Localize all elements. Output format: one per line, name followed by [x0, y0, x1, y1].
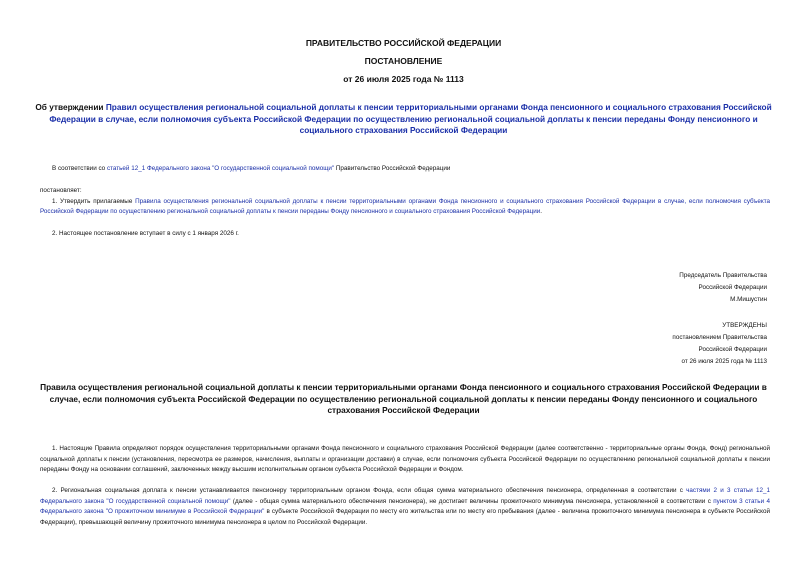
document-date-number: от 26 июля 2025 года № 1113	[343, 74, 464, 84]
preamble-law-link[interactable]: статьей 12_1 Федерального закона "О государственной социальной помощи"	[106, 165, 335, 172]
rules-title: Правила осуществления региональной социальной доплаты к пенсии территориальными органами Фонда пенсионного и социального страхования Российской Федерации в случае, если полномочия субъекта Российской Федерации по осуществлению региональной социальной доплаты к пенсии переданы Фонду пенсионного и социального страхования Российской Федерации	[40, 382, 767, 415]
approval-line-1: УТВЕРЖДЕНЫ	[722, 322, 767, 329]
rule2-law-link-2[interactable]: пунктом 3 статьи 4 Федерального закона "О прожиточном минимуме в Российской Федерации"	[40, 497, 770, 515]
signature-block	[679, 270, 767, 306]
signature-line-1: Председатель Правительства	[679, 272, 767, 279]
decision-item-1	[40, 197, 770, 217]
document-type: ПОСТАНОВЛЕНИЕ	[364, 56, 443, 66]
item1-prefix: 1. Утвердить прилагаемые	[52, 198, 136, 205]
rule2-law-link-1[interactable]: частями 2 и 3 статьи 12_1 Федерального закона "О государственной социальной помощи"	[40, 487, 771, 505]
decision-item-2: 2. Настоящее постановление вступает в силу с 1 января 2026 г.	[52, 230, 239, 237]
preamble-suffix: Правительство Российской Федерации	[334, 165, 451, 172]
rule-2	[40, 486, 770, 528]
rule2-part-1: 2. Региональная социальная доплата к пенсии устанавливается пенсионеру территориальным органом Фонда, если общая сумма материального обеспечения пенсионера, определенная в соответствии с	[52, 487, 687, 494]
rule-1: 1. Настоящие Правила определяют порядок осуществления территориальными органами Фонда пенсионного и социального страхования Российской Федерации (далее соответственно - территориальные органы Фонда, Фонд) региональной социальной доплаты к пенсии (установления, пересмотра ее размеров, начисления, выплаты и организации доставки) в случае, если полномочия субъекта Российской Федерации по осуществлению региональной социальной доплаты к пенсии переданы Фонду на основании соглашений, заключенных между высшим исполнительным органом субъекта Российской Федерации и Фондом.	[40, 445, 770, 473]
decides-text: постановляет:	[40, 187, 82, 194]
preamble-prefix: В соответствии со	[52, 165, 107, 172]
item1-suffix: .	[540, 208, 543, 215]
rule2-part-3: в субъекте Российской Федерации по месту его жительства или по месту его пребывания (далее - величина прожиточного минимума пенсионера в субъекте Российской Федерации), превышающей величину прожиточного минимума пенсионера в целом по Российской Федерации.	[40, 508, 770, 526]
document-subject	[30, 102, 777, 137]
approval-line-4: от 26 июля 2025 года № 1113	[681, 358, 767, 365]
approval-line-3: Российской Федерации	[698, 346, 767, 353]
signature-line-2: Российской Федерации	[698, 284, 767, 291]
approval-block	[672, 320, 767, 368]
item1-rules-link[interactable]: Правила осуществления региональной социальной доплаты к пенсии территориальными органами Фонда пенсионного и социального страхования Российской Федерации в случае, если полномочия субъекта Российской Федерации по осуществлению региональной социальной доплаты к пенсии переданы Фонду пенсионного и социального страхования Российской Федерации	[40, 198, 771, 215]
rule2-part-2: (далее - общая сумма материального обеспечения пенсионера), не достигает величины прожиточного минимума пенсионера, установленной в соответствии с	[230, 497, 714, 505]
government-heading: ПРАВИТЕЛЬСТВО РОССИЙСКОЙ ФЕДЕРАЦИИ	[305, 38, 502, 48]
signature-line-3: М.Мишустин	[730, 296, 767, 303]
approval-line-2: постановлением Правительства	[672, 334, 767, 341]
subject-link[interactable]: Правил осуществления региональной социальной доплаты к пенсии территориальными органами Фонда пенсионного и социального страхования Российской Федерации в случае, если полномочия субъекта Российской Федерации по осуществлению региональной социальной доплаты к пенсии переданы Фонду пенсионного и социального страхования Российской Федерации	[49, 102, 772, 135]
subject-prefix: Об утверждении	[35, 102, 106, 112]
preamble	[52, 164, 772, 174]
